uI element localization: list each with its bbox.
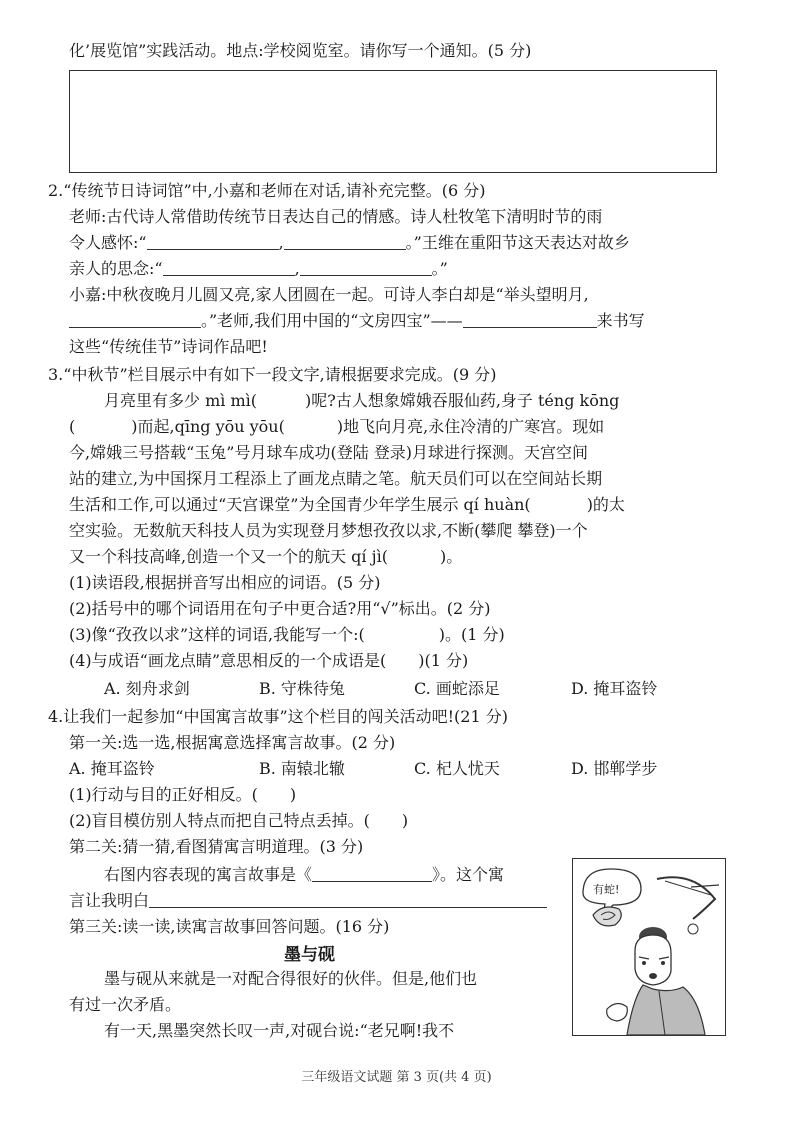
q4-level-2: 第二关:猜一猜,看图猜寓言明道理。(3 分): [69, 837, 364, 856]
q4-level-3: 第三关:读一读,读寓言故事回答问题。(16 分): [69, 917, 390, 936]
q2-line-3-text-a: 亲人的思念:“: [69, 259, 163, 278]
q2-heading: 2.“传统节日诗词馆”中,小嘉和老师在对话,请补充完整。(6 分): [48, 181, 486, 200]
q3-sub-4: [69, 648, 468, 674]
wenfang-blank[interactable]: [463, 309, 597, 328]
q4-level-2-line-2: [69, 888, 547, 914]
story-title: 墨与砚: [284, 945, 335, 965]
libai-blank[interactable]: [69, 309, 201, 328]
q2-line-3-text-c: 。”: [431, 259, 448, 278]
q3-passage-7-a: 又一个科技高峰,创造一个又一个的航天 qí jì(: [69, 547, 388, 566]
q2-line-4: 小嘉:中秋夜晚月儿圆又亮,家人团圆在一起。可诗人李白却是“举头望明月,: [69, 285, 589, 304]
q3-sub-3: [69, 622, 505, 648]
q3-sub-2: (2)括号中的哪个词语用在句子中更合适?用“√”标出。(2 分): [69, 599, 491, 618]
q3-passage-5-b: )的太: [586, 495, 625, 514]
q3-passage-1: [104, 388, 619, 414]
q4-level-2-line-1: [104, 862, 504, 888]
q3-passage-7-b: )。: [439, 547, 463, 566]
q4-sub-1-b: ): [289, 785, 297, 804]
q2-line-1: 老师:古代诗人常借助传统节日表达自己的情感。诗人杜牧笔下清明时节的雨: [69, 207, 603, 226]
q3-option-c[interactable]: C. 画蛇添足: [414, 679, 500, 698]
chongyang-blank-2[interactable]: [300, 257, 432, 276]
q3-sub-3-b: )。(1 分): [438, 625, 505, 644]
q4-level-2-line-1-a: 右图内容表现的寓言故事是《: [104, 865, 313, 884]
q3-sub-3-a: (3)像“孜孜以求”这样的词语,我能写一个:(: [69, 625, 365, 644]
q3-option-d[interactable]: D. 掩耳盗铃: [571, 679, 658, 698]
notice-answer-box[interactable]: [69, 70, 717, 173]
fable-illustration-drawing: [573, 859, 725, 1035]
q3-passage-5: [69, 492, 625, 518]
q4-level-1: 第一关:选一选,根据寓意选择寓言故事。(2 分): [69, 733, 396, 752]
q2-line-5-text-a: 。”老师,我们用中国的“文房四宝”——: [201, 311, 463, 330]
q2-line-2-text-c: 。”王维在重阳节这天表达对故乡: [405, 233, 630, 252]
q2-line-5: [69, 308, 645, 334]
page-footer: 三年级语文试题 第 3 页(共 4 页): [301, 1070, 492, 1085]
q4-option-d[interactable]: D. 邯郸学步: [571, 759, 658, 778]
q3-passage-6: 空实验。无数航天科技人员为实现登月梦想孜孜以求,不断(攀爬 攀登)一个: [69, 521, 588, 540]
q4-sub-2-b: ): [401, 811, 409, 830]
fable-illustration: [572, 858, 726, 1036]
q3-passage-7: [69, 544, 462, 570]
fable-lesson-blank[interactable]: [149, 889, 547, 908]
q4-heading: 4.让我们一起参加“中国寓言故事”这个栏目的闯关活动吧!(21 分): [48, 707, 508, 726]
q4-option-c[interactable]: C. 杞人忧天: [414, 759, 500, 778]
q3-passage-4: 站的建立,为中国探月工程添上了画龙点睛之笔。航天员们可以在空间站长期: [69, 469, 603, 488]
q2-line-5-text-b: 来书写: [596, 311, 645, 330]
qingming-blank-2[interactable]: [284, 231, 406, 250]
q2-line-2-text-b: ,: [278, 233, 284, 252]
q3-passage-2: [69, 414, 604, 440]
q2-line-2: [69, 230, 630, 256]
q3-heading: 3.“中秋节”栏目展示中有如下一段文字,请根据要求完成。(9 分): [48, 365, 497, 384]
fable-title-blank[interactable]: [312, 863, 432, 882]
q4-option-a[interactable]: A. 掩耳盗铃: [69, 759, 155, 778]
q2-line-3-text-b: ,: [294, 259, 300, 278]
q3-passage-1-a: 月亮里有多少 mì mì(: [104, 391, 257, 410]
q4-option-b[interactable]: B. 南辕北辙: [259, 759, 345, 778]
q3-option-b[interactable]: B. 守株待兔: [259, 679, 345, 698]
q3-passage-2-b: )而起,qīng yōu yōu(: [131, 417, 285, 436]
story-paragraph-3: 有一天,黑墨突然长叹一声,对砚台说:“老兄啊!我不: [104, 1021, 455, 1040]
q4-sub-1-a: (1)行动与目的正好相反。(: [69, 785, 258, 804]
speech-bubble-text: 有蛇!: [593, 883, 620, 896]
qingming-blank-1[interactable]: [147, 231, 279, 250]
q4-sub-2: [69, 808, 408, 834]
story-paragraph-2: 有过一次矛盾。: [69, 995, 182, 1014]
q3-passage-5-a: 生活和工作,可以通过“天宫课堂”为全国青少年学生展示 qí huàn(: [69, 495, 531, 514]
q2-line-3: [69, 256, 448, 282]
q4-sub-1: [69, 782, 296, 808]
notice-prompt: 化’展览馆”实践活动。地点:学校阅览室。请你写一个通知。(5 分): [69, 41, 532, 60]
q3-sub-4-a: (4)与成语“画龙点睛”意思相反的一个成语是(: [69, 651, 387, 670]
q3-sub-1: (1)读语段,根据拼音写出相应的词语。(5 分): [69, 573, 381, 592]
q3-passage-3: 今,嫦娥三号搭载“玉兔”号月球车成功(登陆 登录)月球进行探测。天宫空间: [69, 443, 589, 462]
q3-passage-2-a: (: [69, 417, 76, 436]
q4-level-2-line-2-text: 言让我明白: [69, 891, 150, 910]
q3-passage-1-b: )呢?古人想象嫦娥吞服仙药,身子 téng kōng: [305, 391, 620, 410]
q3-passage-2-c: )地飞向月亮,永住冷清的广寒宫。现如: [336, 417, 605, 436]
q2-line-6: 这些“传统佳节”诗词作品吧!: [69, 337, 268, 356]
q3-sub-4-b: )(1 分): [418, 651, 469, 670]
q4-sub-2-a: (2)盲目模仿别人特点而把自己特点丢掉。(: [69, 811, 370, 830]
q3-option-a[interactable]: A. 刻舟求剑: [104, 679, 190, 698]
q4-level-2-line-1-b: 》。这个寓: [432, 865, 505, 884]
chongyang-blank-1[interactable]: [163, 257, 295, 276]
q2-line-2-text-a: 令人感怀:“: [69, 233, 147, 252]
story-paragraph-1: 墨与砚从来就是一对配合得很好的伙伴。但是,他们也: [104, 969, 478, 988]
